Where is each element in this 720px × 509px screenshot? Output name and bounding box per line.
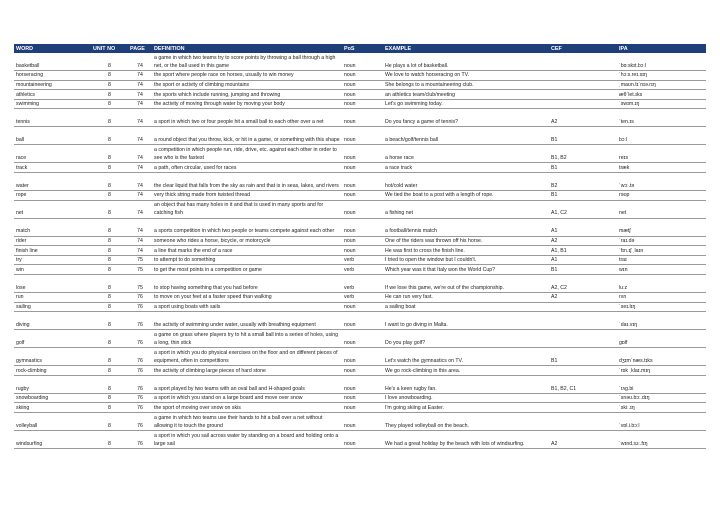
cell-example: a sailing boat xyxy=(383,302,549,312)
cell-cef: A1, B1 xyxy=(549,246,617,256)
cell-page: 74 xyxy=(128,127,152,145)
table-row xyxy=(14,366,706,376)
cell-ipa: ˈwɔː.tə xyxy=(617,172,706,190)
cell-ipa: ˈvɒl.i.bɔːl xyxy=(617,412,706,430)
cell-unit-no: 8 xyxy=(91,163,128,173)
cell-ipa: ˈseɪ.lɪŋ xyxy=(617,302,706,312)
cell-unit-no: 8 xyxy=(91,274,128,292)
cell-definition: a line that marks the end of a race xyxy=(152,246,342,256)
cell-cef: A1 xyxy=(549,218,617,236)
cell-definition: a sport using boats with sails xyxy=(152,302,342,312)
cell-definition: a sport in which you stand on a large board and move over snow xyxy=(152,393,342,403)
cell-unit-no: 8 xyxy=(91,312,128,330)
cell-page: 76 xyxy=(128,312,152,330)
cell-example: a football/tennis match xyxy=(383,218,549,236)
cell-ipa: ˌmaʊn.tɪˈnɪə.rɪŋ xyxy=(617,80,706,90)
cell-ipa: træk xyxy=(617,163,706,173)
cell-ipa: rʌn xyxy=(617,292,706,302)
cell-cef: A2 xyxy=(549,430,617,448)
cell-word: volleyball xyxy=(14,412,91,430)
cell-pos: noun xyxy=(342,80,383,90)
cell-page: 74 xyxy=(128,109,152,127)
table-row xyxy=(14,127,706,145)
cell-page: 74 xyxy=(128,80,152,90)
cell-pos: noun xyxy=(342,348,383,366)
cell-word: diving xyxy=(14,312,91,330)
cell-pos: noun xyxy=(342,145,383,163)
cell-cef: A2 xyxy=(549,109,617,127)
cell-page: 76 xyxy=(128,430,152,448)
cell-definition: a game on grass where players try to hit a small ball into a series of holes, using a long, thin stick xyxy=(152,330,342,348)
cell-ipa: rəʊp xyxy=(617,190,706,200)
cell-pos: noun xyxy=(342,330,383,348)
cell-unit-no: 8 xyxy=(91,412,128,430)
cell-page: 76 xyxy=(128,412,152,430)
cell-cef xyxy=(549,412,617,430)
cell-pos: verb xyxy=(342,274,383,292)
cell-ipa: ˈrɒk ˌklaɪ.mɪŋ xyxy=(617,366,706,376)
cell-unit-no: 8 xyxy=(91,348,128,366)
cell-definition: a sport in which two or four people hit a small ball to each other over a net xyxy=(152,109,342,127)
cell-unit-no: 8 xyxy=(91,265,128,275)
cell-unit-no: 8 xyxy=(91,127,128,145)
cell-definition: a path, often circular, used for races xyxy=(152,163,342,173)
cell-page: 76 xyxy=(128,393,152,403)
cell-example: We love to watch horseracing on TV. xyxy=(383,71,549,81)
cell-definition: an object that has many holes in it and that is used in many sports and for catching fish xyxy=(152,200,342,218)
cell-word: net xyxy=(14,200,91,218)
cell-definition: to get the most points in a competition or game xyxy=(152,265,342,275)
cell-ipa: reɪs xyxy=(617,145,706,163)
table-row xyxy=(14,255,706,265)
cell-definition: the sports which include running, jumping and throwing xyxy=(152,90,342,100)
header-page: PAGE xyxy=(128,44,152,53)
cell-example: If we lose this game, we're out of the championship. xyxy=(383,274,549,292)
cell-word: golf xyxy=(14,330,91,348)
cell-cef: A2 xyxy=(549,236,617,246)
cell-ipa: ˈhɔːs.reɪ.sɪŋ xyxy=(617,71,706,81)
cell-example: Let's watch the gymnastics on TV. xyxy=(383,348,549,366)
table-body xyxy=(14,53,706,448)
cell-page: 76 xyxy=(128,292,152,302)
cell-ipa: dʒɪmˈnæs.tɪks xyxy=(617,348,706,366)
cell-unit-no: 8 xyxy=(91,236,128,246)
cell-pos: verb xyxy=(342,265,383,275)
cell-definition: someone who rides a horse, bicycle, or motorcycle xyxy=(152,236,342,246)
cell-cef xyxy=(549,80,617,90)
cell-page: 75 xyxy=(128,255,152,265)
cell-cef: A2 xyxy=(549,292,617,302)
cell-definition: the activity of moving through water by moving your body xyxy=(152,99,342,109)
cell-cef xyxy=(549,393,617,403)
table-row xyxy=(14,348,706,366)
cell-cef: B1 xyxy=(549,163,617,173)
cell-cef xyxy=(549,71,617,81)
header-cef: CEF xyxy=(549,44,617,53)
cell-definition: to move on your feet at a faster speed than walking xyxy=(152,292,342,302)
cell-word: rock-climbing xyxy=(14,366,91,376)
cell-word: win xyxy=(14,265,91,275)
cell-page: 76 xyxy=(128,403,152,413)
cell-definition: a sport in which you do physical exercises on the floor and on different pieces of equipment, often in competitions xyxy=(152,348,342,366)
cell-page: 74 xyxy=(128,163,152,173)
table-header xyxy=(14,44,706,53)
cell-definition: very thick string made from twisted thread xyxy=(152,190,342,200)
cell-pos: noun xyxy=(342,403,383,413)
cell-pos: noun xyxy=(342,430,383,448)
cell-ipa: ˈfɪn.ɪʃ ˌlaɪn xyxy=(617,246,706,256)
cell-page: 76 xyxy=(128,330,152,348)
vocabulary-table xyxy=(14,44,706,449)
cell-page: 74 xyxy=(128,53,152,71)
cell-definition: a round object that you throw, kick, or hit in a game, or something with this shape xyxy=(152,127,342,145)
header-ipa: IPA xyxy=(617,44,706,53)
cell-definition: a sports competition in which two people or teams compete against each other xyxy=(152,218,342,236)
cell-ipa: gɒlf xyxy=(617,330,706,348)
cell-word: match xyxy=(14,218,91,236)
cell-unit-no: 8 xyxy=(91,172,128,190)
cell-example: We had a great holiday by the beach with lots of windsurfing. xyxy=(383,430,549,448)
cell-cef: B1, B2 xyxy=(549,145,617,163)
cell-word: tennis xyxy=(14,109,91,127)
cell-cef xyxy=(549,366,617,376)
cell-word: horseracing xyxy=(14,71,91,81)
cell-page: 74 xyxy=(128,236,152,246)
cell-ipa: ˈskiː.ɪŋ xyxy=(617,403,706,413)
cell-page: 74 xyxy=(128,99,152,109)
cell-example: Do you fancy a game of tennis? xyxy=(383,109,549,127)
table-row xyxy=(14,274,706,292)
cell-pos: verb xyxy=(342,292,383,302)
cell-page: 74 xyxy=(128,190,152,200)
table-row xyxy=(14,145,706,163)
cell-definition: a competition in which people run, ride, drive, etc. against each other in order to see who is the fastest xyxy=(152,145,342,163)
cell-ipa: bɔːl xyxy=(617,127,706,145)
cell-ipa: wɪn xyxy=(617,265,706,275)
table-row xyxy=(14,292,706,302)
cell-word: windsurfing xyxy=(14,430,91,448)
cell-example: He's a keen rugby fan. xyxy=(383,375,549,393)
cell-pos: noun xyxy=(342,375,383,393)
cell-word: finish line xyxy=(14,246,91,256)
cell-pos: noun xyxy=(342,236,383,246)
cell-unit-no: 8 xyxy=(91,292,128,302)
table-row xyxy=(14,190,706,200)
table-row xyxy=(14,99,706,109)
cell-example: I tried to open the window but I couldn't. xyxy=(383,255,549,265)
cell-ipa: ˈbɑːskɪt.bɔːl xyxy=(617,53,706,71)
cell-word: race xyxy=(14,145,91,163)
cell-word: track xyxy=(14,163,91,173)
cell-example: a horse race xyxy=(383,145,549,163)
cell-definition: the clear liquid that falls from the sky as rain and that is in seas, lakes, and rivers xyxy=(152,172,342,190)
cell-cef: B1 xyxy=(549,127,617,145)
cell-example: Which year was it that Italy won the World Cup? xyxy=(383,265,549,275)
table-row xyxy=(14,412,706,430)
cell-page: 74 xyxy=(128,200,152,218)
cell-cef xyxy=(549,312,617,330)
table-row xyxy=(14,393,706,403)
cell-word: sailing xyxy=(14,302,91,312)
header-definition: DEFINITION xyxy=(152,44,342,53)
cell-word: mountaineering xyxy=(14,80,91,90)
header-pos: PoS xyxy=(342,44,383,53)
cell-word: try xyxy=(14,255,91,265)
cell-pos: noun xyxy=(342,412,383,430)
cell-example: We tied the boat to a post with a length of rope. xyxy=(383,190,549,200)
cell-page: 76 xyxy=(128,348,152,366)
cell-word: rugby xyxy=(14,375,91,393)
cell-example: We go rock-climbing in this area. xyxy=(383,366,549,376)
cell-example: He plays a lot of basketball. xyxy=(383,53,549,71)
cell-ipa: mætʃ xyxy=(617,218,706,236)
table-row xyxy=(14,71,706,81)
cell-cef xyxy=(549,90,617,100)
table-row xyxy=(14,109,706,127)
cell-unit-no: 8 xyxy=(91,430,128,448)
cell-pos: noun xyxy=(342,109,383,127)
cell-example: She belongs to a mountaineering club. xyxy=(383,80,549,90)
cell-example: One of the riders was thrown off his horse. xyxy=(383,236,549,246)
cell-unit-no: 8 xyxy=(91,145,128,163)
vocabulary-sheet xyxy=(14,44,706,449)
cell-pos: noun xyxy=(342,127,383,145)
cell-example: a race track xyxy=(383,163,549,173)
cell-cef: B1 xyxy=(549,190,617,200)
cell-cef xyxy=(549,99,617,109)
cell-cef: B1 xyxy=(549,348,617,366)
cell-ipa: æθˈlet.ɪks xyxy=(617,90,706,100)
cell-example: He can run very fast. xyxy=(383,292,549,302)
table-row xyxy=(14,236,706,246)
cell-cef: B1 xyxy=(549,265,617,275)
cell-pos: noun xyxy=(342,302,383,312)
table-row xyxy=(14,172,706,190)
cell-word: water xyxy=(14,172,91,190)
cell-page: 74 xyxy=(128,218,152,236)
cell-word: run xyxy=(14,292,91,302)
cell-pos: noun xyxy=(342,246,383,256)
cell-unit-no: 8 xyxy=(91,330,128,348)
table-row xyxy=(14,218,706,236)
table-row xyxy=(14,312,706,330)
cell-cef xyxy=(549,302,617,312)
cell-definition: the sport where people race on horses, usually to win money xyxy=(152,71,342,81)
cell-pos: noun xyxy=(342,172,383,190)
cell-cef: B2 xyxy=(549,172,617,190)
cell-word: basketball xyxy=(14,53,91,71)
cell-definition: a game in which two teams try to score points by throwing a ball through a high net, or the ball used in this game xyxy=(152,53,342,71)
cell-cef: A2, C2 xyxy=(549,274,617,292)
cell-example: I love snowboarding. xyxy=(383,393,549,403)
cell-unit-no: 8 xyxy=(91,200,128,218)
cell-word: athletics xyxy=(14,90,91,100)
cell-cef xyxy=(549,403,617,413)
cell-unit-no: 8 xyxy=(91,366,128,376)
cell-example: Let's go swimming today. xyxy=(383,99,549,109)
cell-pos: noun xyxy=(342,312,383,330)
cell-pos: noun xyxy=(342,218,383,236)
cell-example: He was first to cross the finish line. xyxy=(383,246,549,256)
cell-example: They played volleyball on the beach. xyxy=(383,412,549,430)
table-row xyxy=(14,302,706,312)
cell-page: 76 xyxy=(128,375,152,393)
cell-page: 76 xyxy=(128,302,152,312)
cell-cef: A1, C2 xyxy=(549,200,617,218)
cell-page: 74 xyxy=(128,172,152,190)
cell-pos: noun xyxy=(342,71,383,81)
cell-unit-no: 8 xyxy=(91,90,128,100)
cell-pos: verb xyxy=(342,255,383,265)
cell-definition: the sport of moving over snow on skis xyxy=(152,403,342,413)
cell-definition: the sport or activity of climbing mountains xyxy=(152,80,342,90)
cell-unit-no: 8 xyxy=(91,99,128,109)
cell-pos: noun xyxy=(342,99,383,109)
cell-unit-no: 8 xyxy=(91,246,128,256)
header-example: EXAMPLE xyxy=(383,44,549,53)
cell-page: 76 xyxy=(128,366,152,376)
cell-cef xyxy=(549,53,617,71)
cell-cef: A1 xyxy=(549,255,617,265)
cell-page: 74 xyxy=(128,246,152,256)
cell-definition: a game in which two teams use their hands to hit a ball over a net without allowing it to touch the ground xyxy=(152,412,342,430)
cell-ipa: ˈsnəʊ.bɔː.dɪŋ xyxy=(617,393,706,403)
cell-word: skiing xyxy=(14,403,91,413)
cell-unit-no: 8 xyxy=(91,190,128,200)
cell-unit-no: 8 xyxy=(91,302,128,312)
cell-unit-no: 8 xyxy=(91,403,128,413)
cell-unit-no: 8 xyxy=(91,71,128,81)
cell-definition: to attempt to do something xyxy=(152,255,342,265)
cell-page: 75 xyxy=(128,265,152,275)
cell-pos: noun xyxy=(342,90,383,100)
cell-example: a beach/golf/tennis ball xyxy=(383,127,549,145)
cell-word: snowboarding xyxy=(14,393,91,403)
cell-unit-no: 8 xyxy=(91,53,128,71)
cell-definition: the activity of climbing large pieces of hard stone xyxy=(152,366,342,376)
cell-pos: noun xyxy=(342,190,383,200)
cell-page: 74 xyxy=(128,71,152,81)
cell-unit-no: 8 xyxy=(91,109,128,127)
cell-unit-no: 8 xyxy=(91,218,128,236)
table-row xyxy=(14,403,706,413)
header-word: WORD xyxy=(14,44,91,53)
cell-cef: B1, B2, C1 xyxy=(549,375,617,393)
cell-pos: noun xyxy=(342,393,383,403)
cell-ipa: luːz xyxy=(617,274,706,292)
cell-unit-no: 8 xyxy=(91,80,128,90)
cell-definition: the activity of swimming under water, usually with breathing equipment xyxy=(152,312,342,330)
table-row xyxy=(14,375,706,393)
cell-ipa: traɪ xyxy=(617,255,706,265)
cell-ipa: net xyxy=(617,200,706,218)
cell-example: an athletics team/club/meeting xyxy=(383,90,549,100)
cell-word: gymnastics xyxy=(14,348,91,366)
table-row xyxy=(14,53,706,71)
cell-example: Do you play golf? xyxy=(383,330,549,348)
cell-unit-no: 8 xyxy=(91,375,128,393)
cell-example: hot/cold water xyxy=(383,172,549,190)
table-row xyxy=(14,330,706,348)
table-row xyxy=(14,90,706,100)
cell-ipa: ˈraɪ.də xyxy=(617,236,706,246)
table-row xyxy=(14,80,706,90)
cell-page: 75 xyxy=(128,274,152,292)
cell-pos: noun xyxy=(342,366,383,376)
cell-pos: noun xyxy=(342,200,383,218)
cell-example: a fishing net xyxy=(383,200,549,218)
table-row xyxy=(14,430,706,448)
cell-ipa: ˈwɪnd.sɜː.fɪŋ xyxy=(617,430,706,448)
table-row xyxy=(14,246,706,256)
cell-ipa: ˈrʌg.bi xyxy=(617,375,706,393)
table-row xyxy=(14,200,706,218)
table-row xyxy=(14,265,706,275)
table-row xyxy=(14,163,706,173)
cell-definition: a sport played by two teams with an oval ball and H-shaped goals xyxy=(152,375,342,393)
cell-unit-no: 8 xyxy=(91,393,128,403)
cell-cef xyxy=(549,330,617,348)
cell-word: swimming xyxy=(14,99,91,109)
cell-word: rider xyxy=(14,236,91,246)
cell-page: 74 xyxy=(128,145,152,163)
cell-page: 74 xyxy=(128,90,152,100)
cell-definition: a sport in which you sail across water by standing on a board and holding onto a large sail xyxy=(152,430,342,448)
header-unit-no: UNIT NO xyxy=(91,44,128,53)
cell-word: rope xyxy=(14,190,91,200)
cell-unit-no: 8 xyxy=(91,255,128,265)
cell-pos: noun xyxy=(342,163,383,173)
cell-ipa: ˈdaɪ.vɪŋ xyxy=(617,312,706,330)
cell-word: lose xyxy=(14,274,91,292)
cell-definition: to stop having something that you had before xyxy=(152,274,342,292)
cell-pos: noun xyxy=(342,53,383,71)
cell-example: I want to go diving in Malta. xyxy=(383,312,549,330)
cell-ipa: ˈten.ɪs xyxy=(617,109,706,127)
cell-ipa: ˈswɪm.ɪŋ xyxy=(617,99,706,109)
cell-example: I'm going skiing at Easter. xyxy=(383,403,549,413)
cell-word: ball xyxy=(14,127,91,145)
